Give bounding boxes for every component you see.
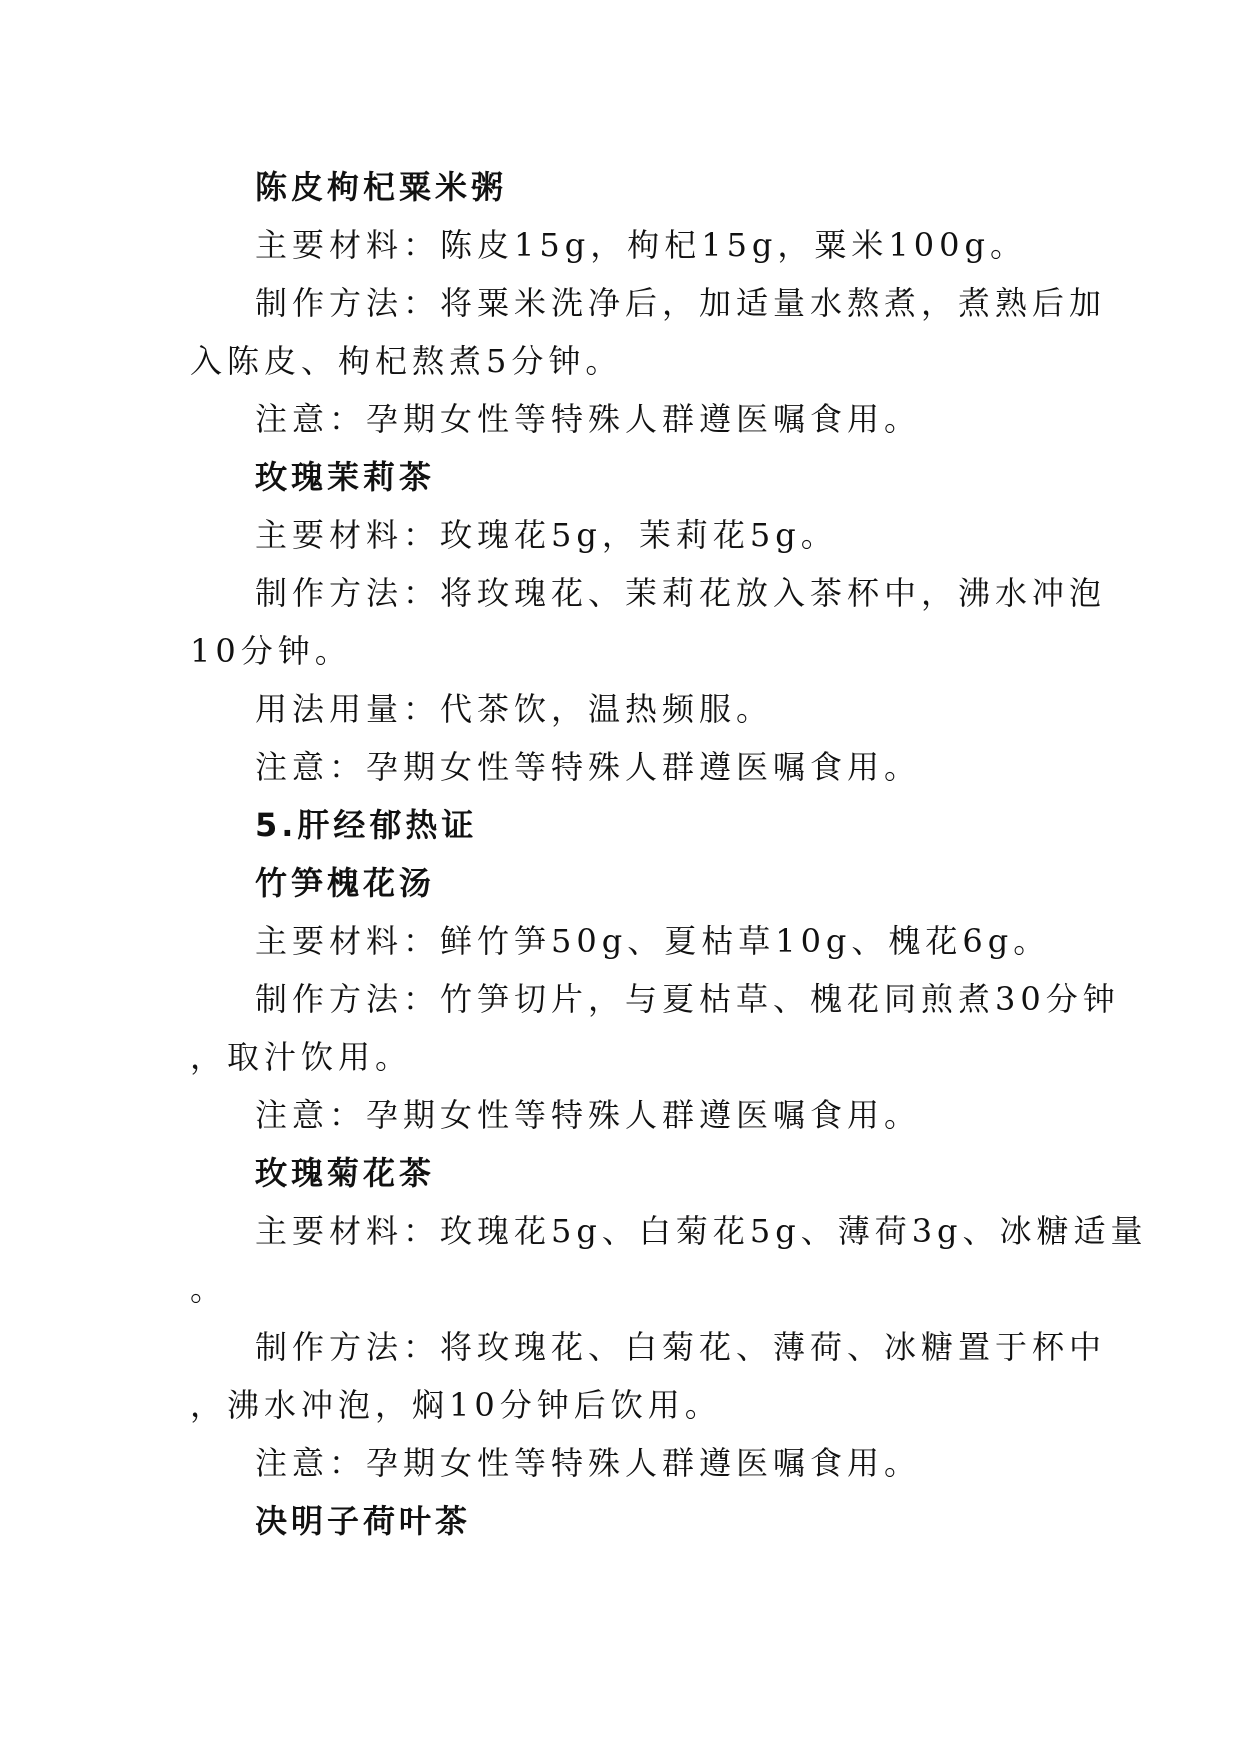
method-line-continued: 入陈皮、枸杞熬煮5分钟。 [190, 342, 623, 380]
method-line: 制作方法：将玫瑰花、白菊花、薄荷、冰糖置于杯中 [255, 1328, 1107, 1366]
ingredients-line: 主要材料：玫瑰花5g、白菊花5g、薄荷3g、冰糖适量 [255, 1212, 1148, 1250]
method-line-continued: ，取汁饮用。 [190, 1038, 413, 1076]
recipe-title-cassia-lotus-tea: 决明子荷叶茶 [255, 1502, 472, 1540]
recipe-title-bamboo-shoot-soup: 竹笋槐花汤 [255, 864, 436, 902]
method-line: 制作方法：将玫瑰花、茉莉花放入茶杯中，沸水冲泡 [255, 574, 1107, 612]
usage-line: 用法用量：代茶饮，温热频服。 [255, 690, 774, 728]
method-line-continued: 10分钟。 [190, 632, 352, 670]
method-line-continued: ，沸水冲泡，焖10分钟后饮用。 [190, 1386, 722, 1424]
ingredients-line: 主要材料：鲜竹笋50g、夏枯草10g、槐花6g。 [255, 922, 1051, 960]
ingredients-line: 主要材料：陈皮15g，枸杞15g，粟米100g。 [255, 226, 1027, 264]
recipe-title-rose-jasmine-tea: 玫瑰茉莉茶 [255, 458, 436, 496]
caution-line: 注意：孕期女性等特殊人群遵医嘱食用。 [255, 400, 922, 438]
ingredients-line: 主要材料：玫瑰花5g，茉莉花5g。 [255, 516, 838, 554]
method-line: 制作方法：竹笋切片，与夏枯草、槐花同煎煮30分钟 [255, 980, 1120, 1018]
ingredients-line-continued: 。 [190, 1270, 228, 1308]
caution-line: 注意：孕期女性等特殊人群遵医嘱食用。 [255, 748, 922, 786]
section-heading: 5.肝经郁热证 [255, 806, 478, 844]
method-line: 制作方法：将粟米洗净后，加适量水熬煮，煮熟后加 [255, 284, 1107, 322]
caution-line: 注意：孕期女性等特殊人群遵医嘱食用。 [255, 1444, 922, 1482]
recipe-title-rose-chrysanthemum-tea: 玫瑰菊花茶 [255, 1154, 436, 1192]
recipe-title-chenpi-gouqi-porridge: 陈皮枸杞粟米粥 [255, 168, 508, 206]
caution-line: 注意：孕期女性等特殊人群遵医嘱食用。 [255, 1096, 922, 1134]
